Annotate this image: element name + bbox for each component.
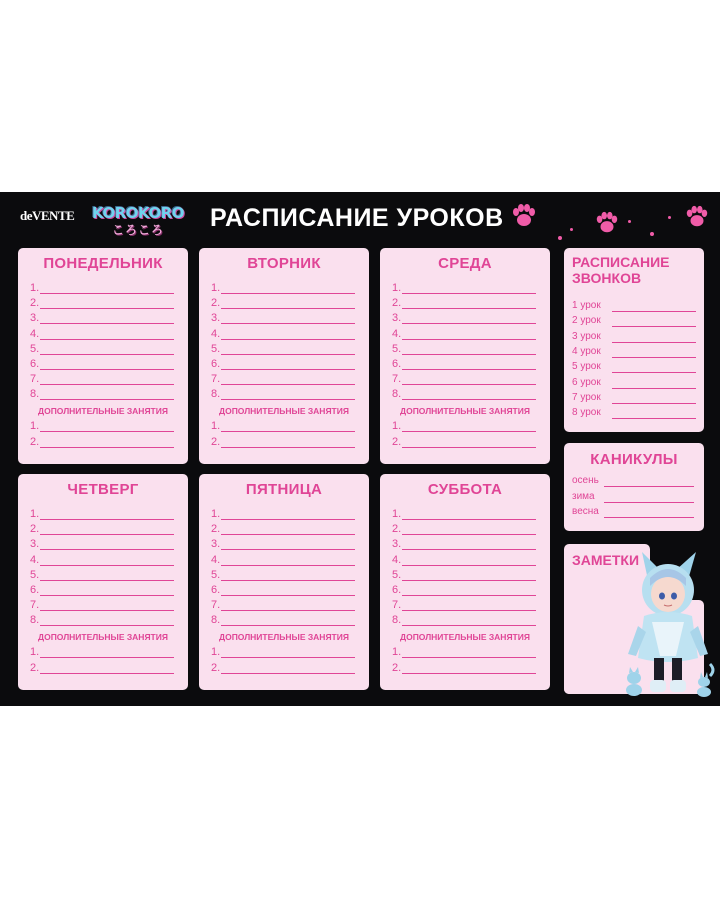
lesson-number: 4. <box>211 327 221 340</box>
lesson-rule <box>40 323 174 324</box>
lesson-rule <box>221 323 355 324</box>
lesson-line[interactable] <box>30 614 176 628</box>
lesson-rule <box>402 519 536 520</box>
extra-class-line[interactable] <box>211 646 357 660</box>
lesson-number: 1. <box>211 282 221 294</box>
day-title: СРЕДА <box>438 255 492 272</box>
decor-dot <box>558 236 562 240</box>
holiday-season-label: осень <box>572 475 599 486</box>
day-title: ПОНЕДЕЛЬНИК <box>43 255 163 272</box>
lesson-rule <box>221 519 355 520</box>
extra-class-number: 2. <box>30 661 40 674</box>
bell-lesson-label: 5 урок <box>572 361 601 373</box>
lesson-rule <box>221 384 355 385</box>
lesson-line[interactable] <box>30 343 176 357</box>
bell-lesson-label: 8 урок <box>572 407 601 419</box>
lesson-line[interactable] <box>211 388 357 402</box>
extra-class-rule <box>402 657 536 658</box>
lesson-rule <box>402 534 536 535</box>
lesson-number: 1. <box>30 282 40 294</box>
extra-class-number: 1. <box>30 646 40 658</box>
paw-print-icon <box>594 210 620 236</box>
bell-lesson-label: 1 урок <box>572 300 601 311</box>
lesson-rule <box>221 369 355 370</box>
lesson-rule <box>40 308 174 309</box>
lesson-line[interactable] <box>30 328 176 342</box>
lesson-line[interactable] <box>30 373 176 387</box>
extra-class-rule <box>402 447 536 448</box>
lesson-line[interactable] <box>392 614 538 628</box>
holiday-rule <box>604 486 694 487</box>
bell-lesson-label: 4 урок <box>572 345 601 357</box>
holiday-season-label: зима <box>572 490 595 502</box>
lesson-number: 7. <box>392 373 402 386</box>
lesson-number: 4. <box>392 327 402 340</box>
bell-lesson-label: 3 урок <box>572 330 601 342</box>
extra-class-line[interactable] <box>392 436 538 450</box>
lesson-number: 4. <box>392 553 402 566</box>
lesson-line[interactable] <box>30 538 176 552</box>
lesson-rule <box>40 339 174 340</box>
lesson-number: 2. <box>392 523 402 536</box>
extra-class-rule <box>221 431 355 432</box>
lesson-line[interactable] <box>30 523 176 537</box>
lesson-line[interactable] <box>30 358 176 372</box>
extra-class-line[interactable] <box>392 662 538 676</box>
lesson-number: 2. <box>30 297 40 310</box>
lesson-number: 2. <box>211 523 221 536</box>
lesson-line[interactable] <box>211 614 357 628</box>
lesson-number: 3. <box>30 538 40 551</box>
extra-class-number: 1. <box>211 646 221 658</box>
lesson-rule <box>40 534 174 535</box>
bell-row[interactable] <box>572 315 698 329</box>
lesson-rule <box>221 580 355 581</box>
bell-row[interactable] <box>572 346 698 360</box>
bell-row[interactable] <box>572 331 698 345</box>
lesson-rule <box>402 369 536 370</box>
lesson-rule <box>402 610 536 611</box>
lesson-line[interactable] <box>392 328 538 342</box>
lesson-number: 8. <box>30 614 40 627</box>
lesson-rule <box>221 534 355 535</box>
day-title: ВТОРНИК <box>247 255 321 272</box>
lesson-number: 6. <box>392 358 402 370</box>
day-title: СУББОТА <box>427 481 503 498</box>
extra-class-number: 1. <box>392 646 402 658</box>
lesson-line[interactable] <box>211 554 357 568</box>
lesson-line[interactable] <box>392 508 538 522</box>
lesson-line[interactable] <box>30 312 176 326</box>
lesson-rule <box>221 565 355 566</box>
lesson-rule <box>402 625 536 626</box>
brand-logo: deVENTE <box>20 208 75 223</box>
extra-class-line[interactable] <box>30 420 176 434</box>
lesson-rule <box>402 595 536 596</box>
extra-classes-label: ДОПОЛНИТЕЛЬНЫЕ ЗАНЯТИЯ <box>38 632 168 642</box>
lesson-number: 7. <box>211 373 221 386</box>
extra-class-number: 1. <box>392 420 402 432</box>
lesson-line[interactable] <box>211 569 357 583</box>
lesson-line[interactable] <box>211 373 357 387</box>
extra-class-number: 2. <box>211 435 221 448</box>
lesson-rule <box>221 293 355 294</box>
notes-title: ЗАМЕТКИ <box>572 552 640 568</box>
lesson-rule <box>221 339 355 340</box>
lesson-line[interactable] <box>30 508 176 522</box>
lesson-number: 7. <box>30 599 40 612</box>
lesson-rule <box>402 293 536 294</box>
lesson-number: 7. <box>30 373 40 386</box>
bell-lesson-label: 7 урок <box>572 391 601 403</box>
lesson-rule <box>221 308 355 309</box>
lesson-line[interactable] <box>392 584 538 598</box>
extra-class-line[interactable] <box>30 436 176 450</box>
lesson-number: 6. <box>211 358 221 370</box>
extra-class-line[interactable] <box>211 662 357 676</box>
holiday-row[interactable] <box>572 475 698 489</box>
lesson-number: 5. <box>392 342 402 355</box>
extra-classes-label: ДОПОЛНИТЕЛЬНЫЕ ЗАНЯТИЯ <box>219 632 349 642</box>
lesson-rule <box>221 610 355 611</box>
lesson-rule <box>40 625 174 626</box>
lesson-line[interactable] <box>211 358 357 372</box>
day-title: ЧЕТВЕРГ <box>67 481 139 498</box>
extra-classes-label: ДОПОЛНИТЕЛЬНЫЕ ЗАНЯТИЯ <box>400 632 530 642</box>
holiday-rule <box>604 502 694 503</box>
lesson-number: 3. <box>30 312 40 325</box>
holiday-rule <box>604 517 694 518</box>
lesson-line[interactable] <box>30 388 176 402</box>
anime-girl-illustration <box>620 546 716 698</box>
lesson-number: 7. <box>392 599 402 612</box>
extra-classes-label: ДОПОЛНИТЕЛЬНЫЕ ЗАНЯТИЯ <box>400 406 530 416</box>
lesson-line[interactable] <box>211 523 357 537</box>
lesson-line[interactable] <box>392 373 538 387</box>
lesson-rule <box>40 354 174 355</box>
decor-dot <box>668 216 671 219</box>
lesson-line[interactable] <box>30 297 176 311</box>
bell-lesson-label: 2 урок <box>572 315 601 327</box>
lesson-number: 2. <box>30 523 40 536</box>
lesson-line[interactable] <box>392 523 538 537</box>
lesson-rule <box>221 595 355 596</box>
lesson-line[interactable] <box>211 343 357 357</box>
extra-class-line[interactable] <box>392 420 538 434</box>
lesson-line[interactable] <box>211 508 357 522</box>
holidays-card <box>564 443 704 531</box>
lesson-number: 4. <box>30 553 40 566</box>
lesson-number: 6. <box>392 584 402 596</box>
bell-row[interactable] <box>572 392 698 406</box>
extra-class-rule <box>402 431 536 432</box>
bell-rule <box>612 326 696 327</box>
bell-schedule-card <box>564 248 704 432</box>
lesson-rule <box>402 580 536 581</box>
extra-class-rule <box>40 431 174 432</box>
bell-schedule-title-line2: ЗВОНКОВ <box>572 270 642 286</box>
lesson-line[interactable] <box>211 297 357 311</box>
lesson-number: 6. <box>211 584 221 596</box>
lesson-rule <box>40 549 174 550</box>
lesson-rule <box>40 519 174 520</box>
lesson-line[interactable] <box>211 584 357 598</box>
decor-dot <box>650 232 654 236</box>
lesson-rule <box>402 565 536 566</box>
lesson-number: 8. <box>392 614 402 627</box>
lesson-line[interactable] <box>392 297 538 311</box>
day-card <box>18 248 188 464</box>
lesson-number: 1. <box>392 282 402 294</box>
lesson-rule <box>40 610 174 611</box>
bell-rule <box>612 372 696 373</box>
extra-class-line[interactable] <box>30 662 176 676</box>
lesson-number: 2. <box>392 297 402 310</box>
holiday-row[interactable] <box>572 506 698 520</box>
lesson-line[interactable] <box>392 388 538 402</box>
lesson-line[interactable] <box>30 569 176 583</box>
extra-class-number: 1. <box>30 420 40 432</box>
bell-rule <box>612 357 696 358</box>
korokoro-logo-subtitle: ころころ <box>112 223 165 237</box>
extra-class-rule <box>40 657 174 658</box>
lesson-number: 1. <box>392 508 402 520</box>
day-card <box>199 248 369 464</box>
lesson-number: 8. <box>211 614 221 627</box>
extra-class-rule <box>402 673 536 674</box>
lesson-line[interactable] <box>392 538 538 552</box>
lesson-line[interactable] <box>211 312 357 326</box>
holidays-title: КАНИКУЛЫ <box>590 451 678 468</box>
lesson-number: 5. <box>30 568 40 581</box>
lesson-number: 5. <box>30 342 40 355</box>
lesson-number: 4. <box>30 327 40 340</box>
lesson-line[interactable] <box>392 358 538 372</box>
lesson-rule <box>402 399 536 400</box>
korokoro-logo: KOROKORO <box>92 204 185 222</box>
extra-class-line[interactable] <box>30 646 176 660</box>
extra-class-line[interactable] <box>211 436 357 450</box>
extra-class-line[interactable] <box>392 646 538 660</box>
lesson-rule <box>221 399 355 400</box>
decor-dot <box>570 228 573 231</box>
lesson-number: 3. <box>211 538 221 551</box>
holiday-row[interactable] <box>572 491 698 505</box>
lesson-line[interactable] <box>30 584 176 598</box>
lesson-line[interactable] <box>392 282 538 296</box>
bell-row[interactable] <box>572 361 698 375</box>
lesson-number: 1. <box>211 508 221 520</box>
bell-rule <box>612 403 696 404</box>
lesson-number: 2. <box>211 297 221 310</box>
lesson-rule <box>402 308 536 309</box>
lesson-rule <box>402 384 536 385</box>
extra-class-number: 2. <box>392 435 402 448</box>
lesson-number: 8. <box>30 388 40 401</box>
bell-schedule-title <box>572 254 670 286</box>
lesson-number: 6. <box>30 584 40 596</box>
extra-classes-label: ДОПОЛНИТЕЛЬНЫЕ ЗАНЯТИЯ <box>38 406 168 416</box>
lesson-rule <box>40 369 174 370</box>
lesson-line[interactable] <box>392 343 538 357</box>
decor-dot <box>628 220 631 223</box>
lesson-number: 6. <box>30 358 40 370</box>
lesson-number: 5. <box>211 568 221 581</box>
bell-rule <box>612 388 696 389</box>
extra-class-number: 2. <box>30 435 40 448</box>
extra-class-rule <box>221 673 355 674</box>
lesson-rule <box>402 339 536 340</box>
lesson-number: 5. <box>392 568 402 581</box>
extra-class-number: 2. <box>211 661 221 674</box>
day-card <box>380 474 550 690</box>
day-card <box>380 248 550 464</box>
bell-lesson-label: 6 урок <box>572 376 601 388</box>
bell-row[interactable] <box>572 407 698 421</box>
lesson-number: 4. <box>211 553 221 566</box>
bell-schedule-title-line1: РАСПИСАНИЕ <box>572 254 670 270</box>
lesson-rule <box>40 384 174 385</box>
lesson-number: 7. <box>211 599 221 612</box>
lesson-rule <box>40 293 174 294</box>
lesson-rule <box>40 595 174 596</box>
holiday-season-label: весна <box>572 506 599 517</box>
lesson-number: 3. <box>211 312 221 325</box>
lesson-rule <box>402 323 536 324</box>
lesson-number: 3. <box>392 538 402 551</box>
lesson-line[interactable] <box>392 599 538 613</box>
extra-class-number: 2. <box>392 661 402 674</box>
extra-class-rule <box>40 673 174 674</box>
lesson-rule <box>40 565 174 566</box>
bell-rule <box>612 311 696 312</box>
lesson-number: 8. <box>392 388 402 401</box>
bell-rule <box>612 418 696 419</box>
extra-classes-label: ДОПОЛНИТЕЛЬНЫЕ ЗАНЯТИЯ <box>219 406 349 416</box>
extra-class-number: 1. <box>211 420 221 432</box>
lesson-rule <box>221 625 355 626</box>
extra-class-rule <box>221 657 355 658</box>
lesson-line[interactable] <box>392 569 538 583</box>
day-title: ПЯТНИЦА <box>245 481 323 498</box>
paw-print-icon <box>684 204 710 230</box>
lesson-line[interactable] <box>30 599 176 613</box>
lesson-number: 8. <box>211 388 221 401</box>
lesson-rule <box>221 549 355 550</box>
lesson-rule <box>40 399 174 400</box>
lesson-rule <box>402 549 536 550</box>
lesson-number: 5. <box>211 342 221 355</box>
lesson-line[interactable] <box>392 312 538 326</box>
bell-rule <box>612 342 696 343</box>
lesson-line[interactable] <box>211 282 357 296</box>
day-card <box>199 474 369 690</box>
lesson-rule <box>402 354 536 355</box>
lesson-line[interactable] <box>392 554 538 568</box>
bell-row[interactable] <box>572 377 698 391</box>
paw-print-icon <box>510 202 538 230</box>
lesson-line[interactable] <box>211 599 357 613</box>
lesson-rule <box>40 580 174 581</box>
lesson-line[interactable] <box>30 282 176 296</box>
lesson-line[interactable] <box>30 554 176 568</box>
extra-class-rule <box>221 447 355 448</box>
lesson-number: 1. <box>30 508 40 520</box>
bell-row[interactable] <box>572 300 698 314</box>
extra-class-rule <box>40 447 174 448</box>
extra-class-line[interactable] <box>211 420 357 434</box>
day-card <box>18 474 188 690</box>
lesson-rule <box>221 354 355 355</box>
lesson-number: 3. <box>392 312 402 325</box>
lesson-line[interactable] <box>211 328 357 342</box>
page-title: РАСПИСАНИЕ УРОКОВ <box>210 204 504 232</box>
lesson-line[interactable] <box>211 538 357 552</box>
